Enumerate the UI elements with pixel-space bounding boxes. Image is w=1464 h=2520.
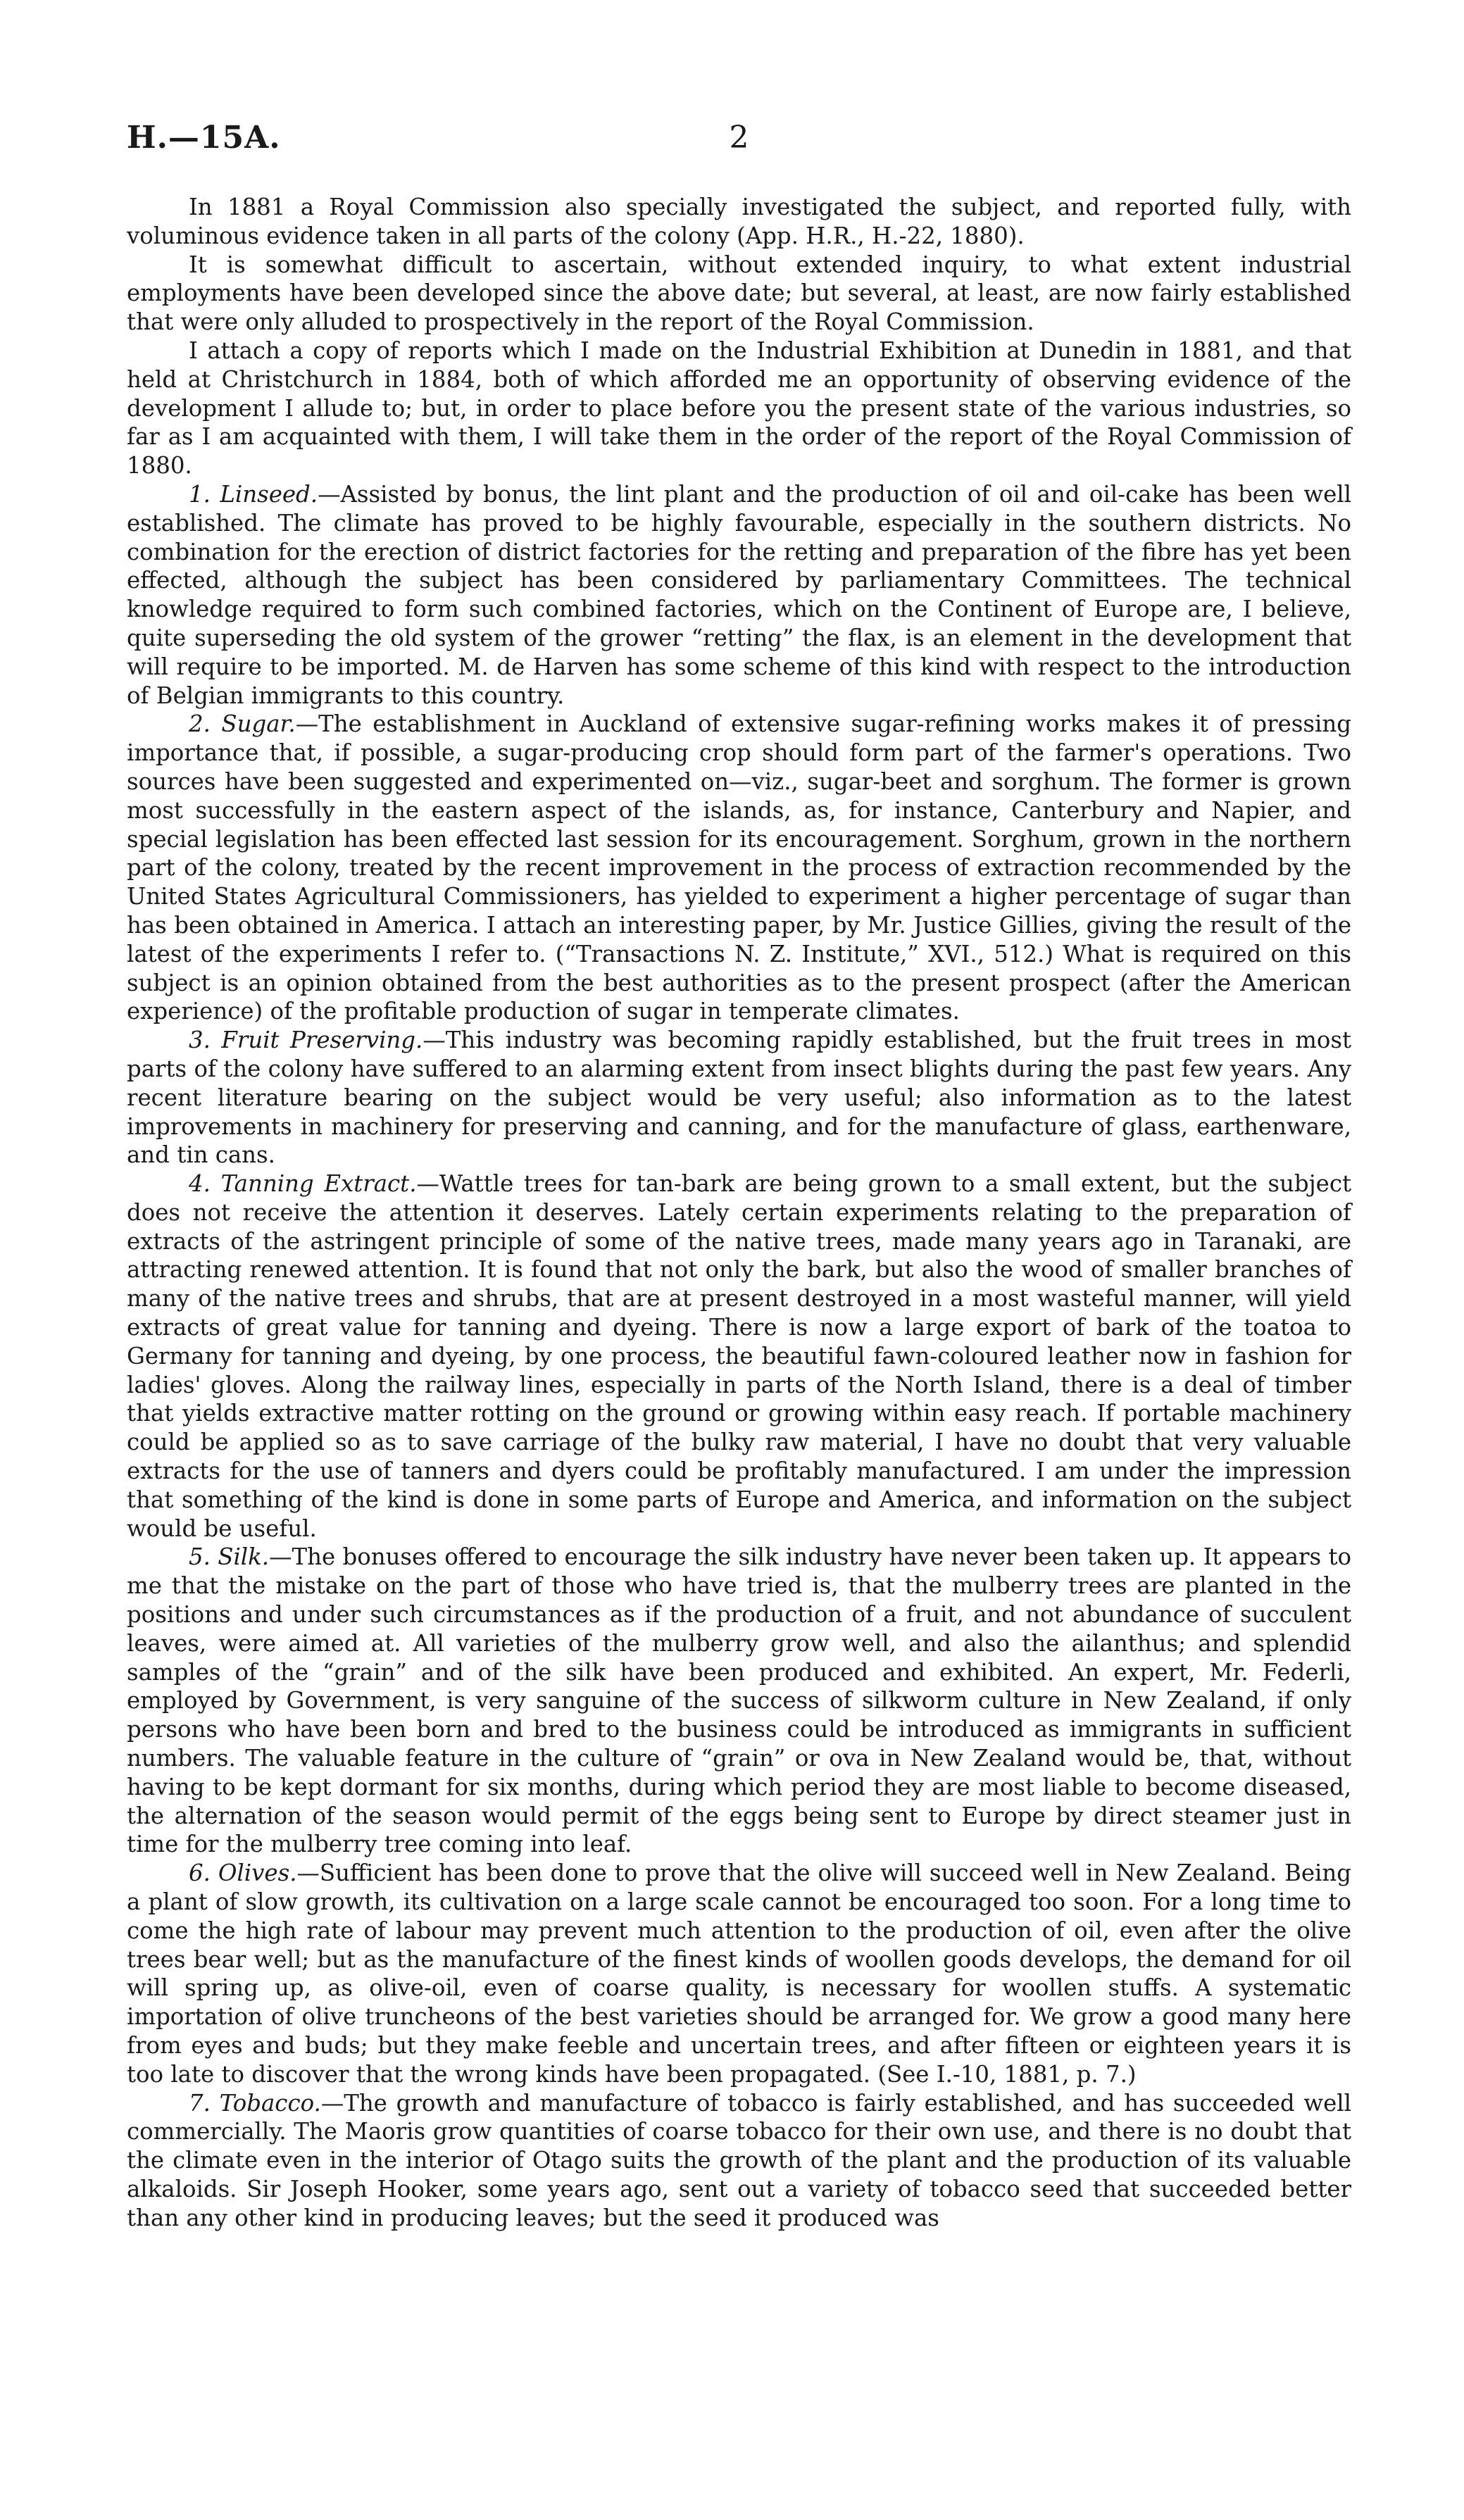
page-number: 2 (729, 120, 749, 156)
section-heading-sugar: 2. Sugar. (189, 710, 296, 738)
section-heading-fruit-preserving: 3. Fruit Preserving. (189, 1027, 423, 1054)
paragraph-tanning-extract (127, 1170, 1351, 1543)
section-heading-tanning-extract: 4. Tanning Extract. (189, 1170, 417, 1198)
document-reference: H.—15A. (127, 120, 281, 156)
paragraph-tobacco (127, 2089, 1351, 2233)
paragraph-industrial-employments (127, 251, 1351, 337)
document-body (127, 193, 1351, 2233)
page-header (127, 120, 1351, 162)
section-heading-silk: 5. Silk. (189, 1543, 270, 1571)
paragraph-text: —This industry was becoming rapidly established, but the fruit trees in most parts of the colony have suffered to an alarming extent from insect blights during the past few years. Any recent literature bearing on the subject would be very useful; also information as to the latest improvements in machinery for preserving and canning, and for the manufacture of glass, earthenware, and tin cans. (127, 1027, 1352, 1169)
paragraph-linseed (127, 480, 1351, 710)
paragraph-text: —Wattle trees for tan-bark are being grown to a small extent, but the subject does not receive the attention it deserves. Lately certain experiments relating to the preparation of extracts of the astringent principle of some of the native trees, made many years ago in Taranaki, are attracting renewed attention. It is found that not only the bark, but also the wood of smaller branches of many of the native trees and shrubs, that are at present destroyed in a most wasteful manner, will yield extracts of great value for tanning and dyeing. There is now a large export of bark of the toatoa to Germany for tanning and dyeing, by one process, the beautiful fawn-coloured leather now in fashion for ladies' gloves. Along the railway lines, especially in parts of the North Island, there is a deal of timber that yields extractive matter rotting on the ground or growing within easy reach. If portable machinery could be applied so as to save carriage of the bulky raw material, I have no doubt that very valuable extracts for the use of tanners and dyers could be profitably manufactured. I am under the impression that something of the kind is done in some parts of Europe and America, and information on the subject would be useful. (127, 1170, 1352, 1542)
section-heading-tobacco: 7. Tobacco. (189, 2089, 321, 2117)
paragraph-exhibition-reports (127, 337, 1351, 480)
paragraph-text: —The establishment in Auckland of extensive sugar-refining works makes it of pressing importance that, if possible, a sugar-producing crop should form part of the farmer's operations. Two sources have been suggested and experimented on—viz., sugar-beet and sorghum. The former is grown most successfully in the eastern aspect of the islands, as, for instance, Canterbury and Napier, and special legislation has been effected last session for its encouragement. Sorghum, grown in the northern part of the colony, treated by the recent improvement in the process of extraction recommended by the United States Agricultural Commissioners, has yielded to experiment a higher percentage of sugar than has been obtained in America. I attach an interesting paper, by Mr. Justice Gillies, giving the result of the latest of the experiments I refer to. (“Transactions N. Z. Institute,” XVI., 512.) What is required on this subject is an opinion obtained from the best authorities as to the present prospect (after the American experience) of the profitable production of sugar in temperate climates. (127, 710, 1351, 1025)
paragraph-text: —The growth and manufacture of tobacco is fairly established, and has succeeded well commercially. The Maoris grow quantities of coarse tobacco for their own use, and there is no doubt that the climate even in the interior of Otago suits the growth of the plant and the production of its valuable alkaloids. Sir Joseph Hooker, some years ago, sent out a variety of tobacco seed that succeeded better than any other kind in producing leaves; but the seed it produced was (127, 2089, 1351, 2231)
paragraph-olives (127, 1859, 1351, 2088)
paragraph-silk (127, 1543, 1351, 1859)
paragraph-text: In 1881 a Royal Commission also specially investigated the subject, and reported fully, with voluminous evidence taken in all parts of the colony (App. H.R., H.-22, 1880). (127, 194, 1351, 249)
paragraph-text: I attach a copy of reports which I made on the Industrial Exhibition at Dunedin in 1881, and that held at Christchurch in 1884, both of which afforded me an opportunity of observing evidence of the development I allude to; but, in order to place before you the present state of the various industries, so far as I am acquainted with them, I will take them in the order of the report of the Royal Commission of 1880. (127, 337, 1351, 479)
paragraph-fruit-preserving (127, 1026, 1351, 1170)
paragraph-sugar (127, 710, 1351, 1026)
paragraph-text: It is somewhat difficult to ascertain, without extended inquiry, to what extent industrial employments have been developed since the above date; but several, at least, are now fairly established that were only alluded to prospectively in the report of the Royal Commission. (127, 251, 1351, 336)
paragraph-royal-commission (127, 193, 1351, 251)
paragraph-text: —Assisted by bonus, the lint plant and the production of oil and oil-cake has been well established. The climate has proved to be highly favourable, especially in the southern districts. No combination for the erection of district factories for the retting and preparation of the fibre has yet been effected, although the subject has been considered by parliamentary Committees. The technical knowledge required to form such combined factories, which on the Continent of Europe are, I believe, quite superseding the old system of the grower “retting” the flax, is an element in the development that will require to be imported. M. de Harven has some scheme of this kind with respect to the introduction of Belgian immigrants to this country. (127, 480, 1352, 709)
section-heading-olives: 6. Olives. (189, 1860, 297, 1887)
paragraph-text: —The bonuses offered to encourage the silk industry have never been taken up. It appears to me that the mistake on the part of those who have tried is, that the mulberry trees are planted in the positions and under such circumstances as if the production of a fruit, and not abundance of succulent leaves, were aimed at. All varieties of the mulberry grow well, and also the ailanthus; and splendid samples of the “grain” and of the silk have been produced and exhibited. An expert, Mr. Federli, employed by Government, is very sanguine of the success of silkworm culture in New Zealand, if only persons who have been born and bred to the business could be introduced as immigrants in sufficient numbers. The valuable feature in the culture of “grain” or ova in New Zealand would be, that, without having to be kept dormant for six months, during which period they are most liable to become diseased, the alternation of the season would permit of the eggs being sent to Europe by direct steamer just in time for the mulberry tree coming into leaf. (127, 1543, 1351, 1858)
paragraph-text: —Sufficient has been done to prove that the olive will succeed well in New Zealand. Being a plant of slow growth, its cultivation on a large scale cannot be encouraged too soon. For a long time to come the high rate of labour may prevent much attention to the production of oil, even after the olive trees bear well; but as the manufacture of the finest kinds of woollen goods develops, the demand for oil will spring up, as olive-oil, even of coarse quality, is necessary for woollen stuffs. A systematic importation of olive truncheons of the best varieties should be arranged for. We grow a good many here from eyes and buds; but they make feeble and uncertain trees, and after fifteen or eighteen years it is too late to discover that the wrong kinds have been propagated. (See I.-10, 1881, p. 7.) (127, 1860, 1352, 2088)
section-heading-linseed: 1. Linseed. (189, 480, 318, 508)
